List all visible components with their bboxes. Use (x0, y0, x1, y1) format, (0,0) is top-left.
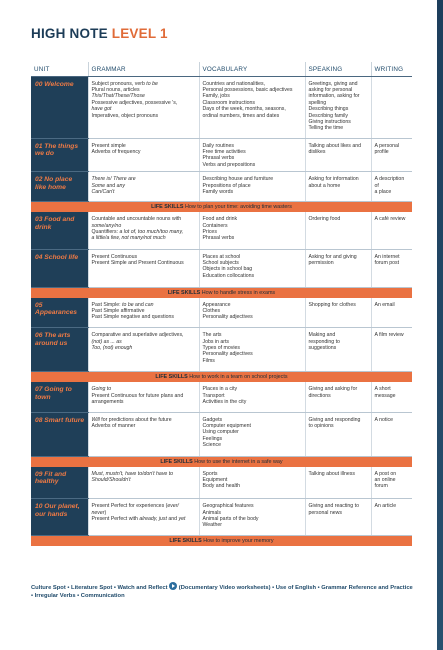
page-title (31, 26, 168, 41)
cell-line (92, 314, 196, 320)
unit-row (31, 138, 412, 172)
vocabulary-line: Free time activities (202, 148, 246, 155)
vocabulary-line: Describing house and furniture (202, 176, 274, 183)
vocabulary-line: Family words (202, 188, 234, 195)
life-skills-row (31, 456, 412, 467)
header-grammar: GRAMMAR (88, 62, 199, 76)
unit-title: 08 Smart future (31, 412, 88, 456)
writing-cell (371, 76, 412, 138)
unit-title: 04 School life (31, 249, 88, 287)
unit-row (31, 499, 412, 536)
table-body (31, 76, 412, 546)
vocabulary-line: Transport (202, 392, 225, 399)
life-skills-text: How to use the internet in a safe way (194, 458, 283, 465)
vocabulary-line: Gadgets (202, 416, 223, 423)
title-level: LEVEL 1 (111, 26, 168, 41)
speaking-line: Talking about likes and (308, 142, 361, 149)
italic-run: any (116, 182, 125, 189)
contents-table (31, 62, 412, 546)
vocabulary-line: Objects in school bag (202, 266, 253, 273)
cell-line (92, 260, 196, 266)
italic-run: a little/a few, not many/not much (91, 235, 166, 242)
unit-title: 10 Our planet, our hands (31, 499, 88, 536)
page-edge-strip (437, 0, 443, 650)
speaking-cell (305, 249, 371, 287)
vocabulary-cell (199, 249, 305, 287)
vocabulary-line: Verbs and prepositions (202, 161, 256, 168)
writing-cell (371, 467, 412, 499)
speaking-line: Greetings, giving and (308, 80, 358, 87)
life-skills-label: LIFE SKILLS (151, 204, 184, 211)
life-skills-label: LIFE SKILLS (160, 458, 193, 465)
unit-title: 00 Welcome (31, 76, 88, 138)
vocabulary-cell (199, 467, 305, 499)
speaking-line: about a home (308, 182, 341, 189)
grammar-cell (88, 249, 199, 287)
text-run: ) (104, 509, 107, 516)
italic-run: to be (146, 80, 158, 87)
header-writing: WRITING (371, 62, 412, 76)
vocabulary-line: Family, jobs (202, 93, 230, 100)
cell-line (92, 113, 196, 119)
header-unit: UNIT (31, 62, 88, 76)
unit-title: 01 The things we do (31, 138, 88, 172)
italic-run: yet (178, 515, 186, 522)
cell-line (92, 235, 196, 241)
life-skills-cell (31, 536, 412, 547)
grammar-cell (88, 76, 199, 138)
writing-line: An article (374, 503, 397, 510)
italic-run: Should/Shouldn't (91, 477, 131, 484)
vocabulary-cell (199, 76, 305, 138)
speaking-line: Giving and asking for (308, 386, 358, 393)
life-skills-row (31, 372, 412, 383)
life-skills-text: How to handle stress in exams (201, 289, 276, 296)
speaking-cell (305, 298, 371, 328)
text-run: Past Simple negative and questions (91, 314, 174, 321)
speaking-line: directions (308, 392, 331, 399)
vocabulary-line: Food and drink (202, 216, 238, 223)
vocabulary-line: Education collocations (202, 272, 255, 279)
speaking-line: to opinions (308, 423, 334, 430)
speaking-line: spelling (308, 99, 327, 106)
grammar-cell (88, 172, 199, 202)
italic-run: Too, (not) enough (91, 344, 133, 351)
unit-title: 07 Going to town (31, 382, 88, 412)
speaking-cell (305, 138, 371, 172)
writing-cell (371, 138, 412, 172)
writing-line: a place (374, 188, 392, 195)
cell-line (92, 399, 196, 405)
text-run: and (166, 515, 179, 522)
footer-text-2: (Documentary Video worksheets) • Use of English • Grammar Reference and Practice • Irregular Verbs • Communication (31, 585, 413, 599)
life-skills-cell (31, 287, 412, 298)
italic-run: Some (91, 182, 106, 189)
life-skills-row (31, 287, 412, 298)
unit-row (31, 328, 412, 372)
life-skills-text: How to plan your time: avoiding time wasters (184, 204, 292, 211)
cell-line (92, 516, 196, 522)
vocabulary-line: Days of the week, months, seasons, (202, 106, 286, 113)
unit-row (31, 249, 412, 287)
italic-run: a lot of, too much/too many, (119, 228, 184, 235)
vocabulary-cell (199, 328, 305, 372)
vocabulary-line: The arts (202, 332, 222, 339)
speaking-line: Asking for information (308, 176, 359, 183)
text-run: Present Perfect with (91, 515, 140, 522)
life-skills-label: LIFE SKILLS (155, 374, 188, 381)
text-run: Plural nouns, articles (91, 86, 140, 93)
vocabulary-cell (199, 412, 305, 456)
cell-line (92, 423, 196, 429)
text-run: Present Perfect for experiences ( (91, 503, 168, 510)
table-header-row (31, 62, 412, 76)
life-skills-text: How to work in a team on school projects (189, 374, 288, 381)
grammar-cell (88, 212, 199, 249)
italic-run: some/any/no (91, 222, 122, 229)
speaking-cell (305, 382, 371, 412)
writing-line: An internet (374, 253, 400, 260)
footer-text-1: Culture Spot • Literature Spot • Watch and Reflect (31, 585, 168, 591)
cell-line (92, 149, 196, 155)
vocabulary-line: Personality adjectives (202, 351, 253, 358)
italic-run: This/That/These/Those (91, 93, 145, 100)
vocabulary-line: Computer equipment (202, 423, 251, 430)
speaking-cell (305, 467, 371, 499)
text-run: Present Continuous for future plans and (91, 392, 184, 399)
vocabulary-line: Weather (202, 522, 223, 529)
unit-title: 05 Appearances (31, 298, 88, 328)
vocabulary-line: Phrasal verbs (202, 235, 235, 242)
writing-line: profile (374, 148, 389, 155)
italic-run: Going to (91, 386, 112, 393)
unit-row (31, 172, 412, 202)
grammar-cell (88, 382, 199, 412)
writing-line: A film review (374, 332, 404, 339)
vocabulary-line: ordinal numbers, times and dates (202, 112, 280, 119)
writing-cell (371, 212, 412, 249)
italic-run: can (145, 301, 154, 308)
speaking-cell (305, 212, 371, 249)
grammar-cell (88, 467, 199, 499)
vocabulary-line: Clothes (202, 308, 221, 315)
speaking-line: Giving instructions (308, 118, 351, 125)
grammar-cell (88, 298, 199, 328)
text-run: Present Simple and Present Continuous (91, 260, 184, 267)
speaking-line: Describing things (308, 106, 349, 113)
writing-cell (371, 499, 412, 536)
vocabulary-cell (199, 172, 305, 202)
text-run: Present simple (91, 142, 126, 149)
cell-line (92, 345, 196, 351)
text-run: Comparative and superlative adjectives, (91, 332, 184, 339)
speaking-cell (305, 499, 371, 536)
unit-row (31, 76, 412, 138)
vocabulary-line: Prepositions of place (202, 182, 251, 189)
speaking-cell (305, 328, 371, 372)
grammar-cell (88, 499, 199, 536)
italic-run: Must, mustn't, have to/don't have to (91, 470, 174, 477)
vocabulary-cell (199, 138, 305, 172)
grammar-cell (88, 138, 199, 172)
speaking-line: permission (308, 260, 334, 267)
vocabulary-line: Feelings (202, 435, 223, 442)
unit-row (31, 212, 412, 249)
writing-cell (371, 172, 412, 202)
text-run: Countable and uncountable nouns with (91, 216, 182, 223)
italic-run: to be (122, 301, 134, 308)
vocabulary-line: Containers (202, 222, 228, 229)
writing-line: an online forum (374, 477, 396, 490)
vocabulary-line: Places at school (202, 253, 241, 260)
italic-run: Can/Can't (91, 188, 115, 195)
writing-line: A short message (374, 386, 396, 399)
life-skills-row (31, 536, 412, 547)
vocabulary-line: Daily routines (202, 142, 234, 149)
play-circle-icon (169, 582, 177, 590)
text-run: Imperatives, object pronouns (91, 112, 159, 119)
speaking-cell (305, 76, 371, 138)
vocabulary-line: Activities in the city (202, 398, 247, 405)
italic-run: already, just (139, 515, 167, 522)
vocabulary-line: Science (202, 442, 221, 449)
writing-cell (371, 249, 412, 287)
text-run: Present Continuous (91, 253, 138, 260)
italic-run: Will (91, 416, 100, 423)
text-run: Possessive adjectives, possessive 's, (91, 99, 178, 106)
vocabulary-line: Body and health (202, 483, 240, 490)
life-skills-cell (31, 202, 412, 213)
vocabulary-line: Phrasal verbs (202, 155, 235, 162)
text-run: and (105, 182, 117, 189)
unit-title: 06 The arts around us (31, 328, 88, 372)
vocabulary-line: Geographical features (202, 503, 254, 510)
italic-run: never (91, 509, 105, 516)
life-skills-label: LIFE SKILLS (169, 538, 202, 545)
writing-line: A café review (374, 216, 406, 223)
vocabulary-cell (199, 499, 305, 536)
vocabulary-line: Animal parts of the body (202, 515, 259, 522)
vocabulary-line: Personal possessions, basic adjectives (202, 86, 293, 93)
life-skills-label: LIFE SKILLS (167, 289, 201, 296)
unit-row (31, 298, 412, 328)
text-run: arrangements (91, 398, 124, 405)
speaking-line: Giving and responding (308, 416, 361, 423)
speaking-line: Giving and reacting to (308, 503, 359, 510)
title-series: HIGH NOTE (31, 26, 108, 41)
vocabulary-line: Jobs in arts (202, 338, 230, 345)
speaking-line: information, asking for (308, 93, 360, 100)
header-speaking: SPEAKING (305, 62, 371, 76)
speaking-line: Talking about illness (308, 470, 355, 477)
writing-cell (371, 412, 412, 456)
vocabulary-line: Countries and nationalities, (202, 80, 266, 87)
life-skills-text: How to improve your memory (203, 538, 274, 545)
text-run: Past Simple: (91, 301, 123, 308)
vocabulary-line: Prices (202, 228, 217, 235)
speaking-line: Asking for and giving (308, 253, 357, 260)
vocabulary-line: Classroom instructions (202, 99, 255, 106)
cell-line (92, 477, 196, 483)
unit-title: 09 Fit and healthy (31, 467, 88, 499)
italic-run: There is/ There are (91, 176, 136, 183)
speaking-line: dislikes (308, 148, 326, 155)
vocabulary-line: Using computer (202, 429, 239, 436)
footer-extras (31, 582, 416, 600)
grammar-cell (88, 412, 199, 456)
vocabulary-line: Films (202, 357, 215, 364)
speaking-cell (305, 412, 371, 456)
grammar-cell (88, 328, 199, 372)
writing-cell (371, 298, 412, 328)
text-run: and (133, 301, 146, 308)
speaking-line: Shopping for clothes (308, 301, 356, 308)
vocabulary-line: Sports (202, 470, 218, 477)
writing-line: forum post (374, 260, 400, 267)
speaking-line: Telling the time (308, 125, 344, 132)
vocabulary-cell (199, 298, 305, 328)
speaking-cell (305, 172, 371, 202)
writing-line: An email (374, 301, 395, 308)
italic-run: have got (91, 106, 112, 113)
speaking-line: personal news (308, 509, 342, 516)
vocabulary-cell (199, 382, 305, 412)
italic-run: ever/ (167, 503, 179, 510)
speaking-line: Making and (308, 332, 336, 339)
vocabulary-line: Appearance (202, 301, 231, 308)
life-skills-cell (31, 456, 412, 467)
vocabulary-line: Types of movies (202, 344, 240, 351)
vocabulary-line: School subjects (202, 260, 239, 267)
writing-line: A personal (374, 142, 400, 149)
vocabulary-line: Equipment (202, 477, 228, 484)
text-run: Subject pronouns, verb (91, 80, 147, 87)
speaking-line: Ordering food (308, 216, 341, 223)
text-run: Quantifiers: (91, 228, 120, 235)
speaking-line: asking for personal (308, 86, 353, 93)
life-skills-cell (31, 372, 412, 383)
speaking-line: Describing family (308, 112, 348, 119)
writing-line: A description of (374, 176, 405, 189)
unit-row (31, 467, 412, 499)
header-vocabulary: VOCABULARY (199, 62, 305, 76)
writing-line: A notice (374, 416, 393, 423)
writing-cell (371, 382, 412, 412)
unit-row (31, 412, 412, 456)
unit-title: 02 No place like home (31, 172, 88, 202)
unit-title: 03 Food and drink (31, 212, 88, 249)
vocabulary-line: Personality adjectives (202, 314, 253, 321)
writing-line: A post on (374, 470, 397, 477)
unit-row (31, 382, 412, 412)
text-run: Adverbs of manner (91, 423, 136, 430)
writing-cell (371, 328, 412, 372)
text-run: Adverbs of frequency (91, 148, 141, 155)
text-run: for predictions about the future (99, 416, 172, 423)
vocabulary-line: Animals (202, 509, 221, 516)
vocabulary-cell (199, 212, 305, 249)
vocabulary-line: Places in a city (202, 386, 238, 393)
italic-run: (not) as ... as (91, 338, 122, 345)
text-run: Past Simple affirmative (91, 308, 145, 315)
speaking-line: responding to (308, 338, 340, 345)
speaking-line: suggestions (308, 344, 337, 351)
cell-line (92, 189, 196, 195)
life-skills-row (31, 202, 412, 213)
